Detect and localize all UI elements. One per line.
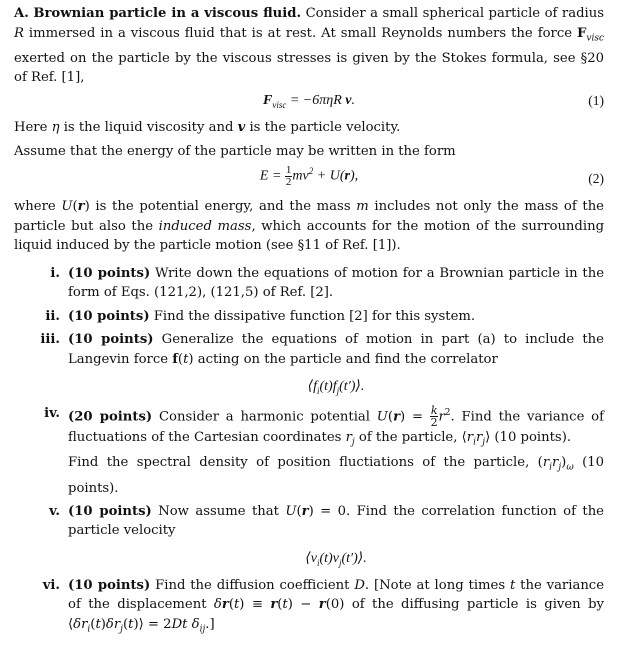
assume-text: Assume that the energy of the particle may be written in the form — [14, 143, 456, 159]
correlator-formula: $⟨f_i(t)f_j(t')⟩$. — [307, 379, 365, 396]
equation-1-expr: $F_{visc} = -6\pi\eta R$ v. — [263, 93, 355, 110]
question-points: (20 points) — [68, 409, 153, 425]
question-points: (10 points) — [68, 577, 151, 593]
question-label: iv. — [44, 406, 60, 422]
section-label: A. — [14, 6, 29, 21]
question-points: (10 points) — [68, 503, 152, 519]
question-points: (10 points) — [68, 332, 154, 348]
after-eq1-text: Here η is the liquid viscosity and v is the particle velocity. — [14, 120, 401, 136]
question-vi: vi. (10 points) Find the diffusion coefficient D. [Note at long times t the variance of the displacement δr(t) ≡ r(t) − r(0) of the diffusing particle is given by $⟨\delta r_i(t)\delta r_j(t)⟩ = 2Dt$ $\delta_{ij}$.] — [14, 576, 604, 640]
after-eq2-text: where U(r) is the potential energy, and the mass m includes not only the mass of the particle but also the induced mass, which accounts for the motion of the surrounding liquid induced by the particle motion (see §11 of Ref. [1]). — [14, 199, 605, 254]
question-ii — [14, 307, 604, 326]
section-title: Brownian particle in a viscous fluid. — [33, 6, 302, 21]
equation-2-number: (2) — [588, 171, 604, 187]
question-label: iii. — [40, 332, 60, 348]
question-label: vi. — [42, 577, 60, 593]
equation-2 — [14, 161, 604, 197]
equation-2-expr: E = $\frac{1}{2}$ $mv^2 + U(r)$, — [259, 164, 359, 189]
equation-1 — [14, 88, 604, 118]
question-text: Write down the equations of motion for a Brownian particle in the form of Eqs. (121,2), (121,5) of Ref. [2]. — [68, 265, 604, 301]
question-label: i. — [50, 265, 60, 281]
equation-1-number: (1) — [588, 93, 604, 109]
question-v: v. (10 points) Now assume that U(r) = 0. Find the correlation function of the particle velocity $⟨v_i(t)v_j(t')⟩$. — [14, 502, 604, 572]
question-points: (10 points) — [68, 308, 150, 324]
question-text: Find the dissipative function [2] for this system. — [153, 308, 476, 324]
question-list — [14, 264, 604, 640]
question-points: (10 points) — [68, 265, 151, 281]
question-label: ii. — [45, 308, 60, 324]
question-i — [14, 264, 604, 303]
question-iv: iv. (20 points) Consider a harmonic potential U(r) = $\frac{k}{2}$ $r^2$. Find the variance of fluctuations of the Cartesian coordinates $r_j$ of the particle, $⟨r_ir_j⟩$ (10 points). Find the spectral density of position fluctiations of the particle, $(r_ir_j)_\omega$ (10 points). — [14, 404, 604, 498]
question-iii: iii. (10 points) Generalize the equations of motion in part (a) to include the Langevin force f(t) acting on the particle and find the correlator $⟨f_i(t)f_j(t')⟩$. — [14, 330, 604, 400]
question-label: v. — [49, 503, 60, 519]
velocity-correlation-formula: $⟨v_i(t)v_j(t')⟩$. — [305, 550, 367, 568]
section-intro: A. Brownian particle in a viscous fluid. Consider a small spherical particle of radius R immersed in a viscous fluid that is at rest. At small Reynolds numbers the force $F_{visc}$ exerted on the particle by the viscous stresses is given by the Stokes formula, see §20 of Ref. [1], — [14, 6, 604, 86]
